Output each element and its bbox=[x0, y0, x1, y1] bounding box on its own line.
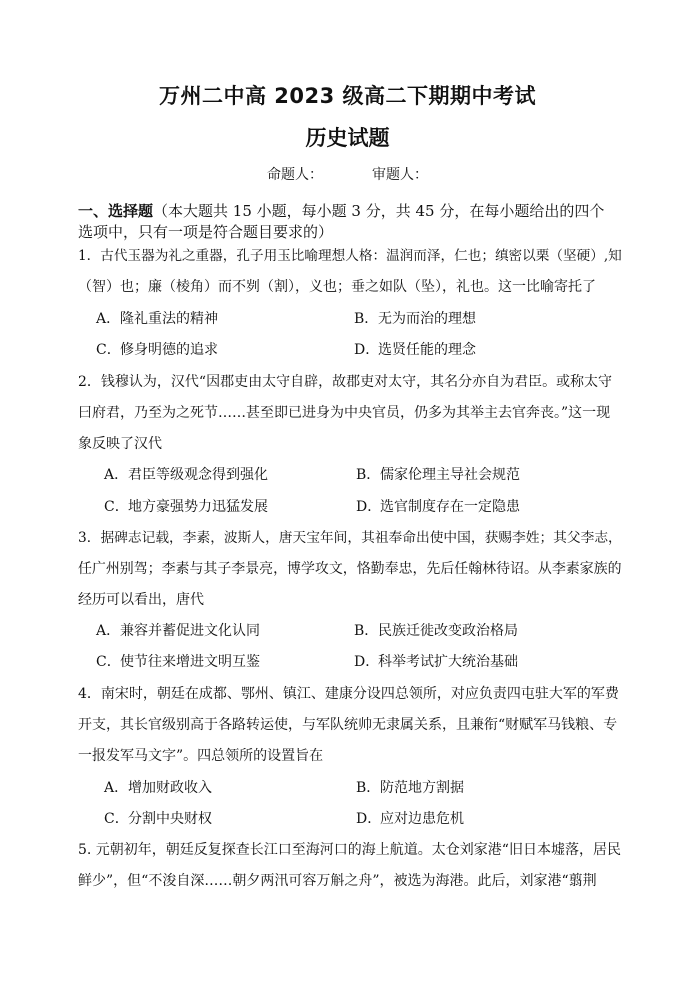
section-desc-1: （本大题共 15 小题，每小题 3 分，共 45 分，在每小题给出的四个 bbox=[153, 202, 605, 220]
question-1-line-1: 1．古代玉器为礼之重器，孔子用玉比喻理想人格：温润而泽，仁也；缜密以栗（坚硬）,知 bbox=[78, 248, 622, 264]
section-heading-line bbox=[78, 201, 622, 221]
question-2-option-b: B．儒家伦理主导社会规范 bbox=[356, 467, 520, 483]
question-4-option-a: A．增加财政收入 bbox=[104, 780, 212, 796]
question-1-option-a: A．隆礼重法的精神 bbox=[96, 311, 218, 327]
question-4-option-b: B．防范地方割据 bbox=[356, 780, 464, 796]
question-4-option-c: C．分割中央财权 bbox=[104, 811, 212, 827]
question-3-option-c: C．使节往来增进文明互鉴 bbox=[96, 654, 260, 670]
section-heading: 一、选择题 bbox=[78, 202, 154, 220]
exam-title: 万州二中高 2023 级高二下期期中考试 bbox=[158, 84, 537, 108]
section-desc-2: 选项中，只有一项是符合题目要求的） bbox=[78, 223, 334, 241]
question-2-line-1: 2．钱穆认为，汉代“因郡吏由太守自辟，故郡吏对太守，其名分亦自为君臣。或称太守 bbox=[78, 374, 613, 390]
exam-subtitle: 历史试题 bbox=[305, 126, 390, 150]
question-3-option-a: A．兼容并蓄促进文化认同 bbox=[96, 623, 260, 639]
question-2-line-2: 曰府君，乃至为之死节……甚至即已进身为中央官员，仍多为其举主去官奔丧。”这一现 bbox=[78, 405, 611, 421]
question-4-option-d: D．应对边患危机 bbox=[356, 811, 464, 827]
question-3-line-3: 经历可以看出，唐代 bbox=[78, 592, 204, 608]
reviewer-label: 审题人： bbox=[371, 167, 428, 183]
question-3-option-d: D．科举考试扩大统治基础 bbox=[354, 654, 518, 670]
question-3-line-1: 3．据碑志记载，李素，波斯人，唐天宝年间，其祖奉命出使中国，获赐李姓；其父李志， bbox=[78, 530, 622, 546]
question-4-line-2: 开支，其长官级别高于各路转运使，与军队统帅无隶属关系，且兼衔“财赋军马钱粮、专 bbox=[78, 717, 618, 733]
question-5-line-1: 5. 元朝初年，朝廷反复探查长江口至海河口的海上航道。太仓刘家港“旧日本墟落，居民 bbox=[78, 842, 621, 858]
question-1-option-d: D．选贤任能的理念 bbox=[354, 342, 476, 358]
question-3-line-2: 任广州别驾；李素与其子李景亮，博学攻文，恪勤奉忠，先后任翰林待诏。从李素家族的 bbox=[78, 561, 622, 577]
setter-label: 命题人： bbox=[267, 167, 324, 183]
question-1-line-2: （智）也；廉（棱角）而不刿（割），义也；垂之如队（坠），礼也。这一比喻寄托了 bbox=[78, 279, 596, 295]
authors-line bbox=[0, 164, 695, 184]
question-5-line-2: 鲜少”，但“不浚自深……朝夕两汛可容万斛之舟”，被选为海港。此后，刘家港“翦荆 bbox=[78, 873, 597, 889]
question-3-option-b: B．民族迁徙改变政治格局 bbox=[354, 623, 518, 639]
question-2-option-c: C．地方豪强势力迅猛发展 bbox=[104, 499, 268, 515]
question-4-line-1: 4．南宋时，朝廷在成都、鄂州、镇江、建康分设四总领所，对应负责四屯驻大军的军费 bbox=[78, 686, 619, 702]
question-2-option-d: D．选官制度存在一定隐患 bbox=[356, 499, 520, 515]
question-1-option-b: B．无为而治的理想 bbox=[354, 311, 476, 327]
question-1-option-c: C．修身明德的追求 bbox=[96, 342, 218, 358]
question-4-line-3: 一报发军马文字”。四总领所的设置旨在 bbox=[78, 748, 324, 764]
question-2-line-3: 象反映了汉代 bbox=[78, 436, 162, 452]
question-2-option-a: A．君臣等级观念得到强化 bbox=[104, 467, 268, 483]
